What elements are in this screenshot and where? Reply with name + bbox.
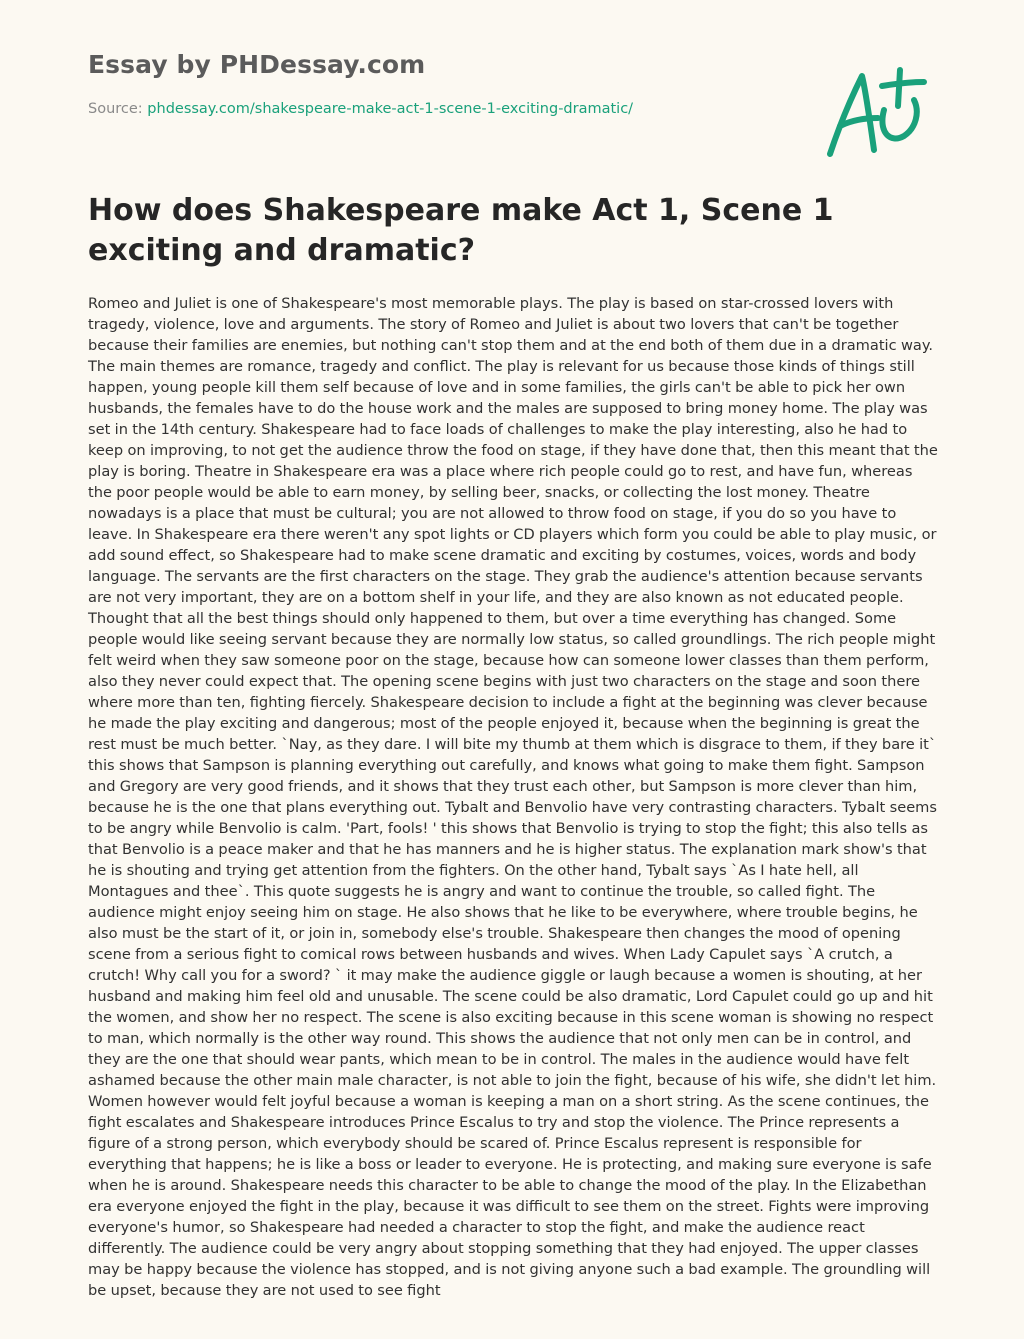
essay-body: Romeo and Juliet is one of Shakespeare's most memorable plays. The play is based on star-crossed lovers with tragedy, violence, love and arguments. The story of Romeo and Juliet is about two lovers that can't be together because their families are enemies, but nothing can't stop them and at the end both of them due in a dramatic way. The main themes are romance, tragedy and conflict. The play is relevant for us because those kinds of things still happen, young people kill them self because of love and in some families, the girls can't be able to pick her own husbands, the females have to do the house work and the males are supposed to bring money home. The play was set in the 14th century. Shakespeare had to face loads of challenges to make the play interesting, also he had to keep on improving, to not get the audience throw the food on stage, if they have done that, then this meant that the play is boring. Theatre in Shakespeare era was a place where rich people could go to rest, and have fun, whereas the poor people would be able to earn money, by selling beer, snacks, or collecting the lost money. Theatre nowadays is a place that must be cultural; you are not allowed to throw food on stage, if you do so you have to leave. In Shakespeare era there weren't any spot lights or CD players which form you could be able to play music, or add sound effect, so Shakespeare had to make scene dramatic and exciting by costumes, voices, words and body language. The servants are the first characters on the stage. They grab the audience's attention because servants are not very important, they are on a bottom shelf in your life, and they are also known as not educated people. Thought that all the best things should only happened to them, but over a time everything has changed. Some people would like seeing servant because they are normally low status, so called groundlings. The rich people might felt weird when they saw someone poor on the stage, because how can someone lower classes than them perform, also they never could expect that. The opening scene begins with just two characters on the stage and soon there where more than ten, fighting fiercely. Shakespeare decision to include a fight at the beginning was clever because he made the play exciting and dangerous; most of the people enjoyed it, because when the beginning is great the rest must be much better. `Nay, as they dare. I will bite my thumb at them which is disgrace to them, if they bare it` this shows that Sampson is planning everything out carefully, and knows what going to make them fight. Sampson and Gregory are very good friends, and it shows that they trust each other, but Sampson is more clever than him, because he is the one that plans everything out. Tybalt and Benvolio have very contrasting characters. Tybalt seems to be angry while Benvolio is calm. 'Part, fools! ' this shows that Benvolio is trying to stop the fight; this also tells as that Benvolio is a peace maker and that he has manners and he is higher status. The explanation mark show's that he is shouting and trying get attention from the fighters. On the other hand, Tybalt says `As I hate hell, all Montagues and thee`. This quote suggests he is angry and want to continue the trouble, so called fight. The audience might enjoy seeing him on stage. He also shows that he like to be everywhere, where trouble begins, he also must be the start of it, or join in, somebody else's trouble. Shakespeare then changes the mood of opening scene from a serious fight to comical rows between husbands and wives. When Lady Capulet says `A crutch, a crutch! Why call you for a sword? ` it may make the audience giggle or laugh because a women is shouting, at her husband and making him feel old and unusable. The scene could be also dramatic, Lord Capulet could go up and hit the women, and show her no respect. The scene is also exciting because in this scene woman is showing no respect to man, which normally is the other way round. This shows the audience that not only men can be in control, and they are the one that should wear pants, which mean to be in control. The males in the audience would have felt ashamed because the other main male character, is not able to join the fight, because of his wife, she didn't let him. Women however would felt joyful because a woman is keeping a man on a short string. As the scene continues, the fight escalates and Shakespeare introduces Prince Escalus to try and stop the violence. The Prince represents a figure of a strong person, which everybody should be scared of. Prince Escalus represent is responsible for everything that happens; he is like a boss or leader to everyone. He is protecting, and making sure everyone is safe when he is around. Shakespeare needs this character to be able to change the mood of the play. In the Elizabethan era everyone enjoyed the fight in the play, because it was difficult to see them on the street. Fights were improving everyone's humor, so Shakespeare had needed a character to stop the fight, and make the audience react differently. The audience could be very angry about stopping something that they had enjoyed. The upper classes may be happy because the violence has stopped, and is not giving anyone such a bad example. The groundling will be upset, because they are not used to see fight [88,295,938,1299]
source-label: Source: [88,101,148,117]
essay-title: How does Shakespeare make Act 1, Scene 1 exciting and dramatic? [88,193,834,268]
a-plus-logo-icon [818,62,930,162]
source-line [88,101,633,117]
site-brand: Essay by PHDessay.com [88,50,426,79]
source-link[interactable]: phdessay.com/shakespeare-make-act-1-scene-1-exciting-dramatic/ [147,101,634,117]
